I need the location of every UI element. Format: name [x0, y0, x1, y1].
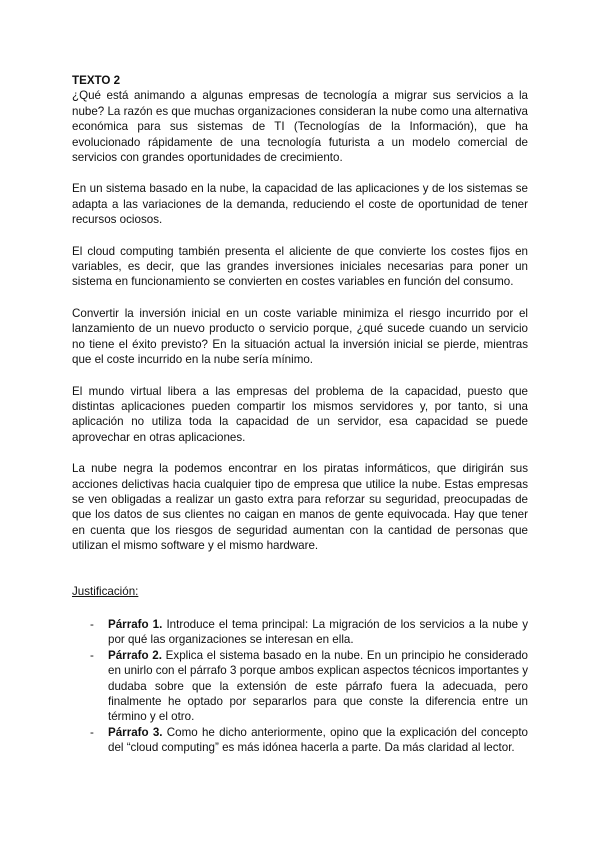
- justification-item-3: [72, 725, 528, 756]
- document-title: TEXTO 2: [72, 74, 121, 87]
- bullet-dash: -: [90, 617, 94, 631]
- paragraph-6: La nube negra la podemos encontrar en los piratas informáticos, que dirigirán sus acciones delictivas hacia cualquier tipo de empresa que utilice la nube. Estas empresas se ven obligadas a realizar un gasto extra para reforzar su seguridad, preocupadas de que los datos de sus clientes no caigan en manos de gente equivocada. Hay que tener en cuenta que los riesgos de seguridad aumentan con la cantidad de personas que utilizan el mismo software y el mismo hardware.: [72, 462, 528, 553]
- justification-item-1: [72, 617, 528, 648]
- justification-item-2: [72, 648, 528, 725]
- bullet-dash: -: [90, 725, 94, 739]
- justification-item-label: Párrafo 2.: [108, 648, 162, 662]
- justification-item-text: Explica el sistema basado en la nube. En un principio he considerado en unirlo con el párrafo 3 porque ambos explican aspectos técnicos importantes y dudaba sobre que la extensión de este párrafo fuera la adecuada, pero finalmente he optado por separarlos para que conste la diferencia entre un término y el otro.: [108, 648, 528, 724]
- justification-item-text: Como he dicho anteriormente, opino que la explicación del concepto del “cloud computing” es más idónea hacerla a parte. Da más claridad al lector.: [108, 725, 528, 755]
- paragraph-2: En un sistema basado en la nube, la capacidad de las aplicaciones y de los sistemas se adapta a las variaciones de la demanda, reduciendo el coste de oportunidad de tener recursos ociosos.: [72, 182, 528, 227]
- justification-item-label: Párrafo 3.: [108, 725, 163, 739]
- paragraph-1: ¿Qué está animando a algunas empresas de tecnología a migrar sus servicios a la nube? La razón es que muchas organizaciones consideran la nube como una alternativa económica para sus sistemas de TI (Tecnologías de la Información), que ha evolucionado rápidamente de una tecnología futurista a un modelo comercial de servicios con grandes oportunidades de crecimiento.: [72, 89, 528, 165]
- bullet-dash: -: [90, 648, 94, 662]
- paragraph-3: El cloud computing también presenta el aliciente de que convierte los costes fijos en variables, es decir, que las grandes inversiones iniciales necesarias para poner un sistema en funcionamiento se convierten en costes variables en función del consumo.: [72, 244, 528, 289]
- paragraph-4: Convertir la inversión inicial en un coste variable minimiza el riesgo incurrido por el lanzamiento de un nuevo producto o servicio porque, ¿qué sucede cuando un servicio no tiene el éxito previsto? En la situación actual la inversión inicial se pierde, mientras que el coste incurrido en la nube sería mínimo.: [72, 306, 528, 367]
- document-page: [72, 73, 528, 756]
- paragraph-5: El mundo virtual libera a las empresas del problema de la capacidad, puesto que distintas aplicaciones pueden compartir los mismos servidores y, por tanto, si una aplicación no utiliza toda la capacidad de un servidor, esa capacidad se puede aprovechar en otras aplicaciones.: [72, 384, 528, 444]
- justification-item-text: Introduce el tema principal: La migración de los servicios a la nube y por qué las organizaciones se interesan en ella.: [108, 617, 528, 647]
- justification-heading: Justificación:: [72, 584, 139, 598]
- justification-item-label: Párrafo 1.: [108, 617, 163, 631]
- justification-list: [72, 617, 528, 756]
